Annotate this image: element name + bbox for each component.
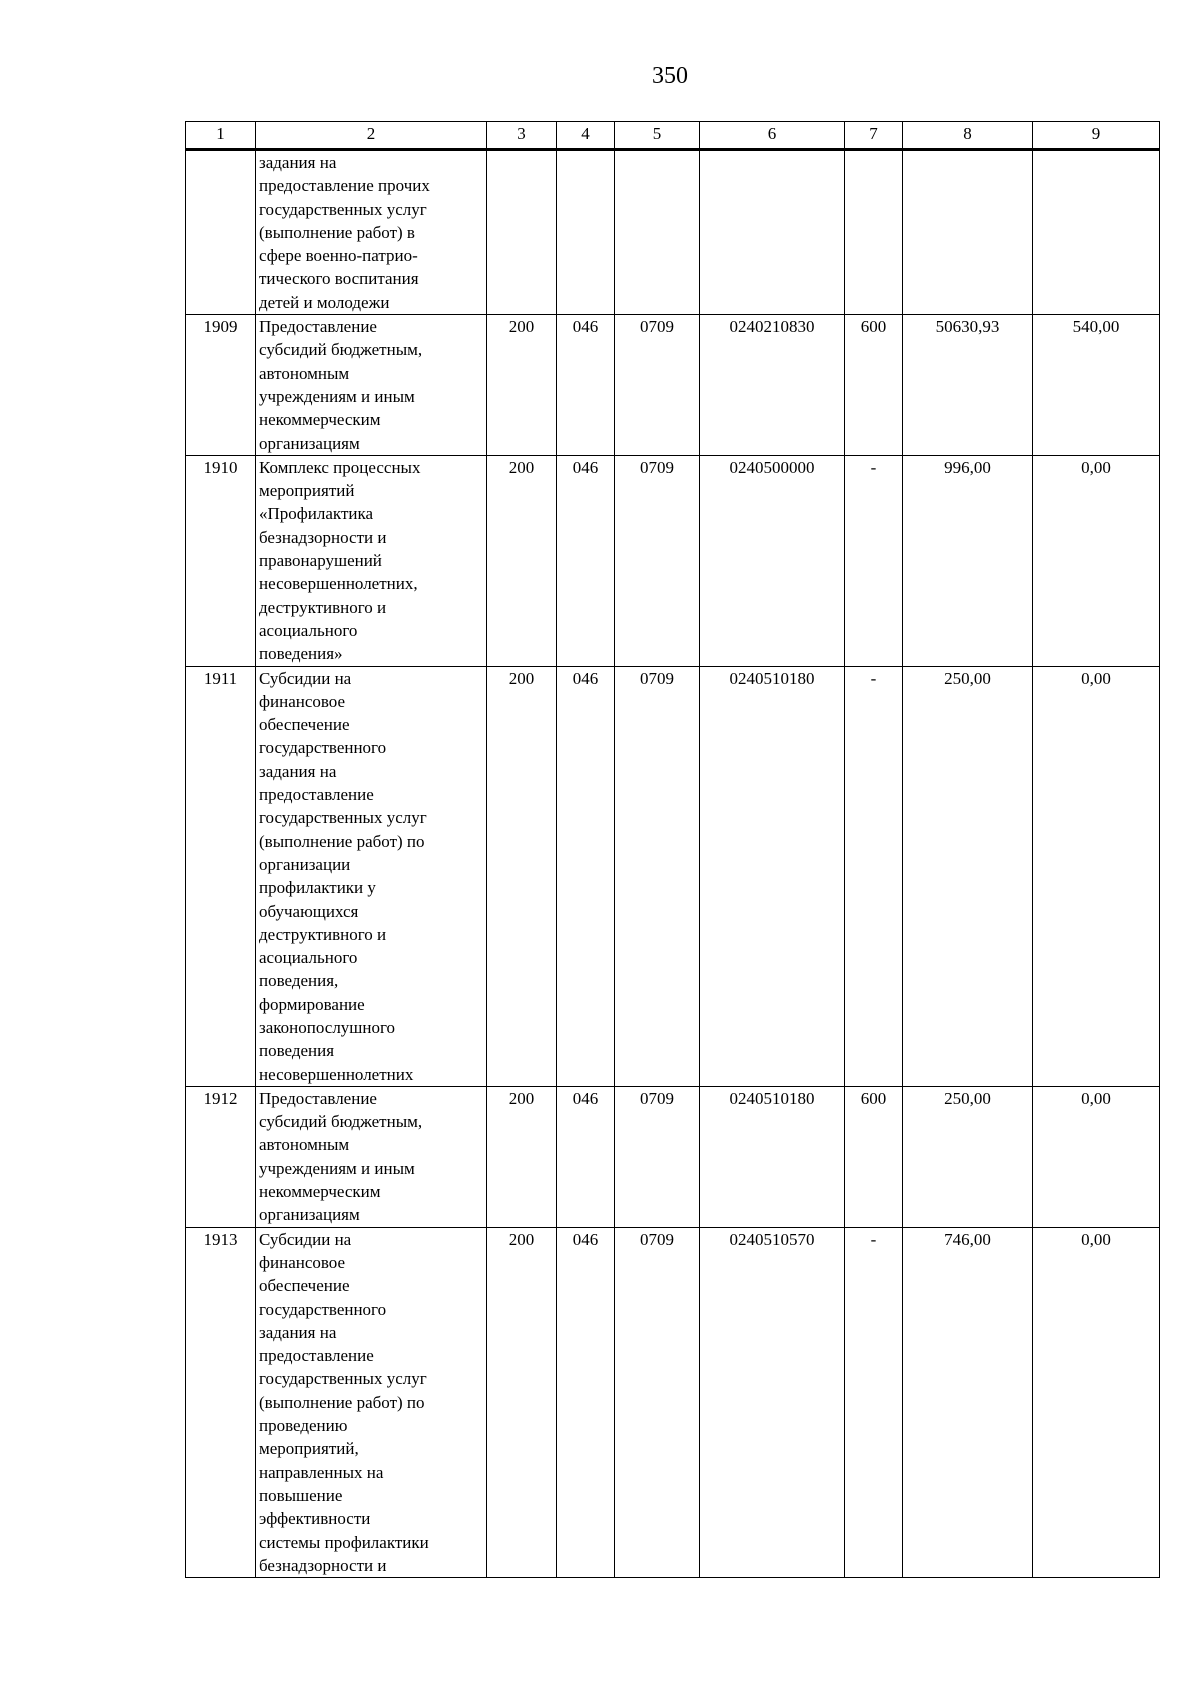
row-cell-col7: 600 — [845, 315, 903, 456]
description-line: проведению — [259, 1416, 348, 1436]
row-cell-col4 — [557, 150, 615, 315]
row-cell-col9: 0,00 — [1033, 455, 1160, 666]
description-line: несовершеннолетних — [259, 1064, 414, 1084]
description-line: Субсидии на — [259, 1229, 352, 1249]
description-line: финансовое — [259, 1252, 346, 1272]
description-line: деструктивного и — [259, 924, 387, 944]
row-cell-col6: 0240510570 — [700, 1227, 845, 1577]
row-cell-col5: 0709 — [615, 1227, 700, 1577]
description-line: задания на — [259, 1322, 337, 1342]
description-line: сфере военно-патрио- — [259, 246, 418, 266]
table-row — [186, 150, 1160, 315]
description-line: (выполнение работ) по — [259, 831, 425, 851]
row-cell-col4: 046 — [557, 1086, 615, 1227]
header-cell: 8 — [903, 122, 1033, 150]
row-cell-col4: 046 — [557, 315, 615, 456]
description-line: организации — [259, 854, 351, 874]
row-cell-col3 — [487, 150, 557, 315]
description-line: финансовое — [259, 691, 346, 711]
row-number-cell: 1911 — [186, 666, 256, 1086]
description-line: автономным — [259, 363, 350, 383]
description-line: некоммерческим — [259, 410, 381, 430]
row-cell-col8: 50630,93 — [903, 315, 1033, 456]
row-number-cell: 1910 — [186, 455, 256, 666]
row-cell-col6 — [700, 150, 845, 315]
row-cell-col8: 996,00 — [903, 455, 1033, 666]
description-line: законопослушного — [259, 1017, 396, 1037]
description-line: государственных услуг — [259, 1369, 427, 1389]
row-cell-col3: 200 — [487, 315, 557, 456]
row-cell-col8: 746,00 — [903, 1227, 1033, 1577]
row-cell-col5: 0709 — [615, 455, 700, 666]
description-line: Предоставление — [259, 1088, 377, 1108]
description-line: Субсидии на — [259, 668, 352, 688]
row-description-cell — [256, 1227, 487, 1577]
description-line: поведения — [259, 1041, 335, 1061]
description-line: автономным — [259, 1135, 350, 1155]
page-number: 350 — [652, 63, 688, 89]
row-cell-col8 — [903, 150, 1033, 315]
row-cell-col3: 200 — [487, 1227, 557, 1577]
description-line: учреждениям и иным — [259, 386, 415, 406]
row-number-cell: 1913 — [186, 1227, 256, 1577]
row-cell-col9: 0,00 — [1033, 1086, 1160, 1227]
description-line: поведения, — [259, 971, 339, 991]
description-line: безнадзорности и — [259, 1555, 387, 1575]
row-cell-col8: 250,00 — [903, 666, 1033, 1086]
description-line: задания на — [259, 761, 337, 781]
description-line: организациям — [259, 1205, 360, 1225]
description-line: профилактики у — [259, 878, 376, 898]
row-cell-col6: 0240510180 — [700, 1086, 845, 1227]
row-cell-col6: 0240500000 — [700, 455, 845, 666]
description-line: «Профилактика — [259, 504, 374, 524]
description-line: обучающихся — [259, 901, 359, 921]
row-cell-col7 — [845, 150, 903, 315]
row-cell-col7: - — [845, 455, 903, 666]
description-line: деструктивного и — [259, 597, 387, 617]
row-cell-col5: 0709 — [615, 666, 700, 1086]
row-description-cell — [256, 315, 487, 456]
description-line: государственных услуг — [259, 808, 427, 828]
row-cell-col7: - — [845, 1227, 903, 1577]
row-cell-col3: 200 — [487, 666, 557, 1086]
description-line: (выполнение работ) по — [259, 1392, 425, 1412]
header-cell: 1 — [186, 122, 256, 150]
budget-table — [185, 121, 1160, 1578]
row-number-cell: 1909 — [186, 315, 256, 456]
description-line: предоставление — [259, 785, 374, 805]
table-row — [186, 1086, 1160, 1227]
description-line: государственного — [259, 738, 387, 758]
header-cell: 9 — [1033, 122, 1160, 150]
description-line: Комплекс процессных — [259, 457, 421, 477]
header-cell: 2 — [256, 122, 487, 150]
description-line: асоциального — [259, 948, 358, 968]
table-row — [186, 666, 1160, 1086]
row-cell-col7: - — [845, 666, 903, 1086]
description-line: субсидий бюджетным, — [259, 340, 423, 360]
description-line: предоставление — [259, 1346, 374, 1366]
description-line: предоставление прочих — [259, 176, 430, 196]
row-cell-col7: 600 — [845, 1086, 903, 1227]
row-cell-col9 — [1033, 150, 1160, 315]
description-line: тического воспитания — [259, 269, 419, 289]
header-row — [186, 122, 1160, 150]
row-cell-col3: 200 — [487, 1086, 557, 1227]
description-line: организациям — [259, 433, 360, 453]
description-line: безнадзорности и — [259, 527, 387, 547]
header-cell: 7 — [845, 122, 903, 150]
description-line: задания на — [259, 153, 337, 172]
description-line: мероприятий, — [259, 1439, 359, 1459]
row-cell-col6: 0240210830 — [700, 315, 845, 456]
description-line: детей и молодежи — [259, 292, 390, 312]
row-cell-col5: 0709 — [615, 1086, 700, 1227]
row-cell-col5 — [615, 150, 700, 315]
description-line: обеспечение — [259, 715, 350, 735]
description-line: учреждениям и иным — [259, 1158, 415, 1178]
description-line: повышение — [259, 1485, 343, 1505]
row-cell-col4: 046 — [557, 455, 615, 666]
description-line: поведения» — [259, 644, 343, 664]
header-cell: 4 — [557, 122, 615, 150]
row-cell-col4: 046 — [557, 666, 615, 1086]
description-line: правонарушений — [259, 551, 382, 571]
table-row — [186, 1227, 1160, 1577]
table-row — [186, 455, 1160, 666]
description-line: асоциального — [259, 620, 358, 640]
row-number-cell: 1912 — [186, 1086, 256, 1227]
row-cell-col8: 250,00 — [903, 1086, 1033, 1227]
description-line: направленных на — [259, 1462, 384, 1482]
row-description-cell — [256, 455, 487, 666]
header-cell: 6 — [700, 122, 845, 150]
description-line: эффективности — [259, 1509, 371, 1529]
description-line: некоммерческим — [259, 1182, 381, 1202]
header-cell: 5 — [615, 122, 700, 150]
description-line: формирование — [259, 994, 365, 1014]
description-line: (выполнение работ) в — [259, 222, 415, 242]
table-body — [186, 150, 1160, 1578]
row-description-cell — [256, 666, 487, 1086]
row-description-cell — [256, 150, 487, 315]
row-cell-col5: 0709 — [615, 315, 700, 456]
description-line: государственного — [259, 1299, 387, 1319]
row-cell-col9: 540,00 — [1033, 315, 1160, 456]
header-cell: 3 — [487, 122, 557, 150]
row-number-cell — [186, 150, 256, 315]
description-line: государственных услуг — [259, 199, 427, 219]
row-description-cell — [256, 1086, 487, 1227]
description-line: мероприятий — [259, 481, 355, 501]
row-cell-col6: 0240510180 — [700, 666, 845, 1086]
row-cell-col9: 0,00 — [1033, 666, 1160, 1086]
description-line: Предоставление — [259, 317, 377, 337]
row-cell-col9: 0,00 — [1033, 1227, 1160, 1577]
description-line: несовершеннолетних, — [259, 574, 418, 594]
row-cell-col4: 046 — [557, 1227, 615, 1577]
row-cell-col3: 200 — [487, 455, 557, 666]
description-line: системы профилактики — [259, 1532, 429, 1552]
description-line: субсидий бюджетным, — [259, 1112, 423, 1132]
table-row — [186, 315, 1160, 456]
description-line: обеспечение — [259, 1276, 350, 1296]
